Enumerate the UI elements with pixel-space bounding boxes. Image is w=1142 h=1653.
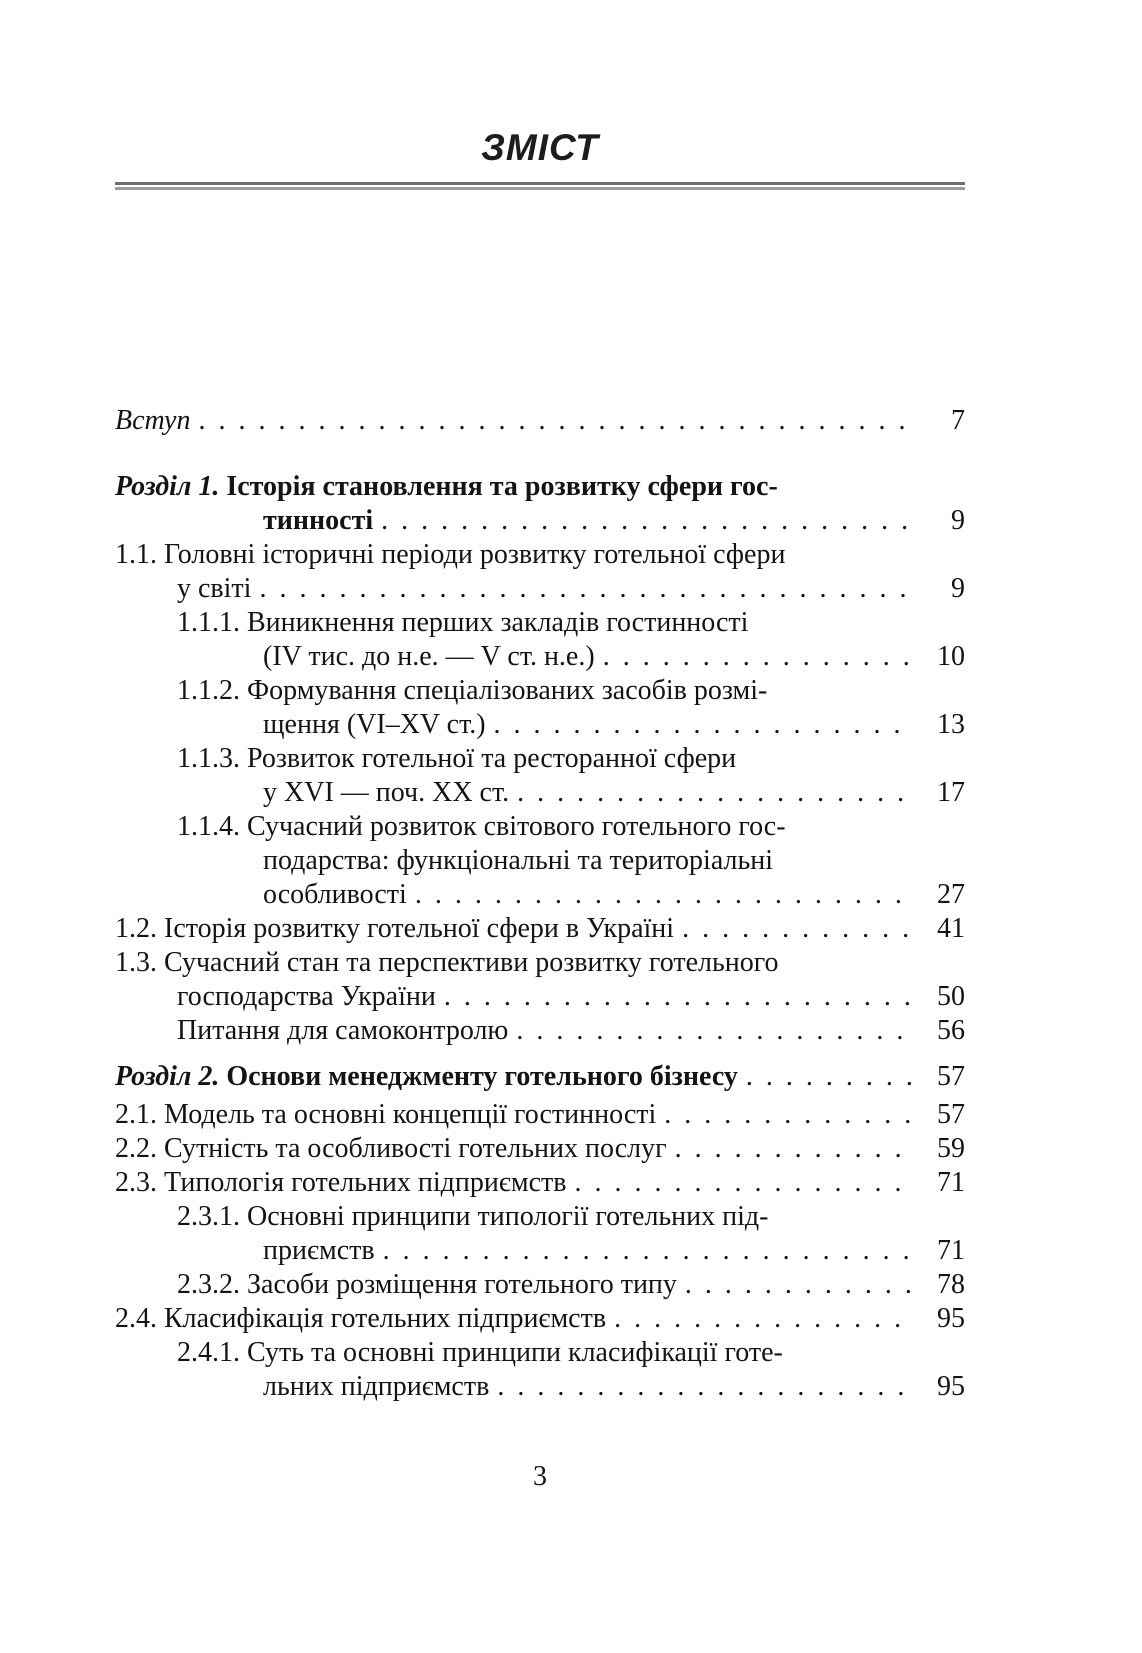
leader-dots — [746, 1060, 913, 1094]
toc-page-number: 78 — [937, 1269, 965, 1300]
toc-line — [115, 878, 965, 912]
toc-entry-text: тинності — [263, 505, 374, 536]
toc-line — [115, 776, 965, 810]
toc-entry-text: 2.3.1. Основні принципи типології готельних під- — [177, 1201, 769, 1232]
toc-line — [115, 640, 965, 674]
toc-entry-text: 2.1. Модель та основні концепції гостинності — [115, 1099, 657, 1130]
toc-line — [115, 708, 965, 742]
toc-line — [115, 980, 965, 1014]
toc-line — [115, 1302, 965, 1336]
toc-entry-sec-2-2 — [115, 1132, 965, 1166]
toc-entry-text: 2.4.1. Суть та основні принципи класифікації готе- — [177, 1337, 783, 1368]
toc-entry-sec-1-3 — [115, 946, 965, 1014]
toc-entry-text: льних підприємств — [263, 1371, 490, 1402]
toc-entry-text: 1.1.1. Виникнення перших закладів гостинності — [177, 607, 749, 638]
toc-line — [115, 1370, 965, 1404]
toc-line — [115, 1268, 965, 1302]
toc-entry-text: подарства: функціональні та територіальні — [263, 845, 774, 876]
leader-dots — [675, 1132, 913, 1166]
toc-entry-sec-2-4 — [115, 1302, 965, 1336]
toc-entry-text: 1.1.4. Сучасний розвиток світового готельного гос- — [177, 811, 786, 842]
table-of-contents — [115, 404, 965, 1404]
toc-line — [115, 810, 965, 844]
leader-dots — [682, 912, 913, 946]
toc-page-number: 71 — [937, 1235, 965, 1266]
toc-line — [115, 470, 965, 504]
toc-entry-rozdil-2 — [115, 1060, 965, 1094]
toc-entry-text: (IV тис. до н.е. — V ст. н.е.) — [263, 641, 595, 672]
toc-line — [115, 674, 965, 708]
toc-line — [115, 946, 965, 980]
toc-page-number: 41 — [937, 913, 965, 944]
toc-entry-text: 2.3. Типологія готельних підприємств — [115, 1167, 567, 1198]
toc-entry-text: 2.4. Класифікація готельних підприємств — [115, 1303, 607, 1334]
leader-dots — [614, 1302, 913, 1336]
leader-dots — [259, 572, 913, 606]
toc-entry-sec-2-4-1 — [115, 1336, 965, 1404]
toc-entry-text: 1.1.3. Розвиток готельної та ресторанної сфери — [177, 743, 737, 774]
toc-entry-sec-1-1-4 — [115, 810, 965, 912]
toc-entry-vstup — [115, 404, 965, 438]
toc-page-number: 17 — [937, 777, 965, 808]
leader-dots — [383, 1234, 913, 1268]
leader-dots — [516, 1014, 913, 1048]
leader-dots — [497, 1370, 913, 1404]
toc-line — [115, 742, 965, 776]
toc-entry-text: 2.3.2. Засоби розміщення готельного типу — [177, 1269, 677, 1300]
toc-page-number: 27 — [937, 879, 965, 910]
leader-dots — [685, 1268, 913, 1302]
toc-page-number: 13 — [937, 709, 965, 740]
page-title: ЗМІСТ — [481, 127, 599, 168]
leader-dots — [494, 708, 913, 742]
toc-line — [115, 1098, 965, 1132]
toc-line — [115, 1234, 965, 1268]
toc-page-number: 57 — [937, 1099, 965, 1130]
toc-entry-text: приємств — [263, 1235, 375, 1266]
toc-entry-sec-1-1 — [115, 538, 965, 606]
toc-entry-text: особливості — [263, 879, 407, 910]
leader-dots — [575, 1166, 913, 1200]
toc-entry-sec-2-3 — [115, 1166, 965, 1200]
toc-entry-text: 1.1. Головні історичні періоди розвитку готельної сфери — [115, 539, 786, 570]
toc-page-number: 57 — [937, 1061, 965, 1092]
toc-entry-text: господарства України — [177, 981, 436, 1012]
toc-line — [115, 1336, 965, 1370]
toc-page-number: 59 — [937, 1133, 965, 1164]
toc-entry-text: 2.2. Сутність та особливості готельних послуг — [115, 1133, 667, 1164]
toc-entry-rozdil-1 — [115, 470, 965, 538]
toc-entry-sec-1-2 — [115, 912, 965, 946]
toc-page-number: 50 — [937, 981, 965, 1012]
toc-entry-text: у світі — [177, 573, 252, 604]
toc-entry-sec-1-1-1 — [115, 606, 965, 674]
toc-entry-pytannia-1 — [115, 1014, 965, 1048]
leader-dots — [415, 878, 913, 912]
toc-line — [115, 1014, 965, 1048]
toc-entry-sec-1-1-2 — [115, 674, 965, 742]
toc-line — [115, 606, 965, 640]
toc-line — [115, 1060, 965, 1094]
toc-entry-text: у XVI — поч. XX ст. — [263, 777, 510, 808]
toc-page-number: 95 — [937, 1371, 965, 1402]
toc-entry-text: щення (VI–XV ст.) — [263, 709, 486, 740]
leader-dots — [381, 504, 913, 538]
double-rule — [115, 182, 965, 190]
toc-line — [115, 504, 965, 538]
toc-line — [115, 572, 965, 606]
leader-dots — [517, 776, 913, 810]
toc-line — [115, 844, 965, 878]
toc-entry-text: 1.1.2. Формування спеціалізованих засобів розмі- — [177, 675, 768, 706]
leader-dots — [664, 1098, 913, 1132]
toc-line — [115, 404, 965, 438]
toc-entry-text: Розділ 1. Історія становлення та розвитку сфери гос- — [115, 471, 778, 502]
toc-entry-sec-2-3-1 — [115, 1200, 965, 1268]
toc-page-number: 9 — [951, 505, 965, 536]
leader-dots — [198, 404, 913, 438]
leader-dots — [444, 980, 913, 1014]
toc-entry-text: 1.2. Історія розвитку готельної сфери в Україні — [115, 913, 675, 944]
toc-line — [115, 912, 965, 946]
toc-entry-sec-1-1-3 — [115, 742, 965, 810]
toc-line — [115, 1166, 965, 1200]
toc-entry-sec-2-1 — [115, 1098, 965, 1132]
toc-page-number: 71 — [937, 1167, 965, 1198]
toc-entry-text: Розділ 2. Основи менеджменту готельного бізнесу — [115, 1061, 738, 1092]
leader-dots — [603, 640, 913, 674]
folio-page-number: 3 — [533, 1461, 547, 1492]
toc-entry-text: Вступ — [115, 405, 191, 436]
toc-entry-sec-2-3-2 — [115, 1268, 965, 1302]
toc-entry-text: 1.3. Сучасний стан та перспективи розвитку готельного — [115, 947, 779, 978]
rule-line-bottom — [115, 187, 965, 190]
rule-line-top — [115, 182, 965, 185]
toc-page-number: 56 — [937, 1015, 965, 1046]
toc-line — [115, 1200, 965, 1234]
toc-page-number: 10 — [937, 641, 965, 672]
toc-entry-text: Питання для самоконтролю — [177, 1015, 509, 1046]
toc-line — [115, 538, 965, 572]
toc-page-number: 9 — [951, 573, 965, 604]
toc-page-number: 7 — [951, 405, 965, 436]
toc-page-number: 95 — [937, 1303, 965, 1334]
toc-line — [115, 1132, 965, 1166]
